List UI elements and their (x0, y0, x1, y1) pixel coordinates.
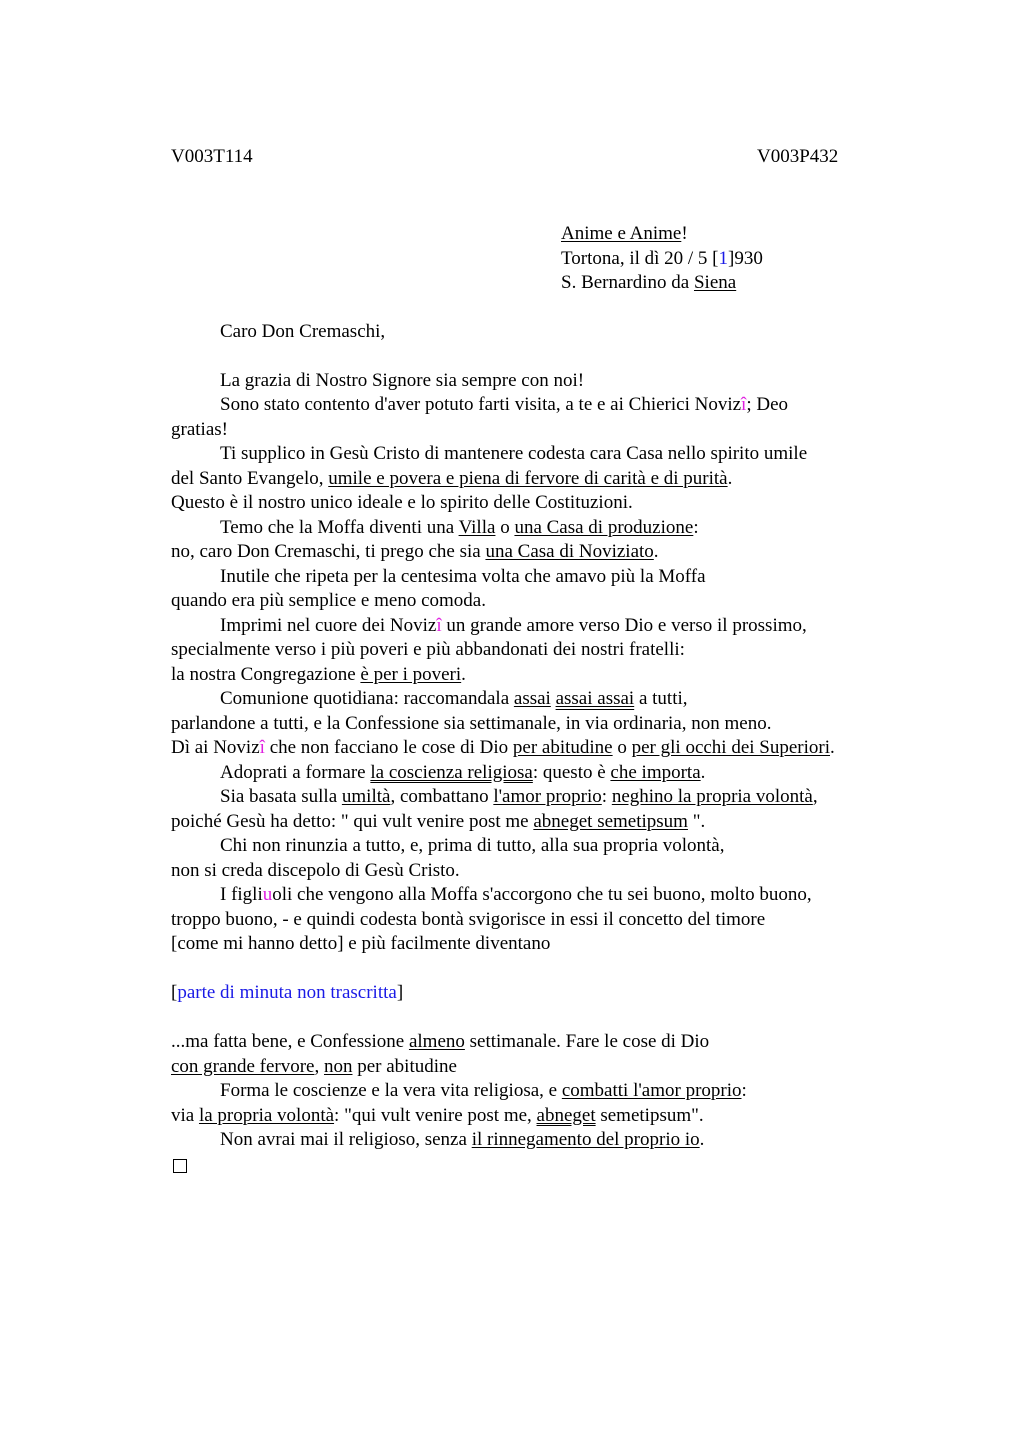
text-line: la nostra Congregazione è per i poveri. (171, 663, 466, 685)
text-line: troppo buono, - e quindi codesta bontà svigorisce in essi il concetto del timore (171, 908, 766, 930)
text-line: Questo è il nostro unico ideale e lo spirito delle Costituzioni. (171, 492, 633, 513)
document-code-left: V003T114 (171, 146, 253, 167)
empty-square-icon (173, 1159, 187, 1173)
text-line: Sia basata sulla umiltà, combattano l'amor proprio: neghino la propria volontà, (220, 786, 818, 807)
text-line: no, caro Don Cremaschi, ti prego che sia una Casa di Noviziato. (171, 541, 659, 562)
salutation: Caro Don Cremaschi, (220, 320, 386, 342)
date-line: Tortona, il dì 20 / 5 [1]930 (561, 247, 763, 269)
text-line: Adoprati a formare la coscienza religiosa: questo è che importa. (220, 761, 706, 783)
variant-mark: î (741, 394, 747, 415)
text-line: [come mi hanno detto] e più facilmente diventano (171, 933, 551, 954)
text-line: ...ma fatta bene, e Confessione almeno settimanale. Fare le cose di Dio (171, 1031, 710, 1052)
text-line: Temo che la Moffa diventi una Villa o una Casa di produzione: (220, 516, 699, 538)
text-line: Chi non rinunzia a tutto, e, prima di tutto, alla sua propria volontà, (220, 835, 725, 856)
saint-line: S. Bernardino da Siena (561, 272, 737, 293)
text-line: I figliuoli che vengono alla Moffa s'accorgono che tu sei buono, molto buono, (220, 884, 812, 905)
text-line: poiché Gesù ha detto: " qui vult venire post me abneget semetipsum ". (171, 810, 706, 832)
variant-mark: u (262, 884, 273, 905)
text-line: Comunione quotidiana: raccomandala assai assai assai a tutti, (220, 688, 688, 709)
text-line: Forma le coscienze e la vera vita religiosa, e combatti l'amor proprio: (220, 1080, 747, 1101)
text-line: non si creda discepolo di Gesù Cristo. (171, 859, 460, 881)
text-line: Dì ai Novizî che non facciano le cose di Dio per abitudine o per gli occhi dei Superiori. (171, 737, 835, 758)
letter-body (171, 320, 891, 1178)
motto-line: Anime e Anime! (561, 223, 688, 244)
letter-heading (561, 222, 891, 296)
omitted-section-note: [parte di minuta non trascritta] (171, 982, 404, 1003)
document-code-right: V003P432 (757, 146, 839, 167)
variant-mark: î (259, 737, 265, 758)
text-line: Inutile che ripeta per la centesima volta che amavo più la Moffa (220, 565, 706, 587)
editorial-digit: 1 (718, 247, 729, 269)
text-line: Imprimi nel cuore dei Novizî un grande amore verso Dio e verso il prossimo, (220, 614, 807, 636)
text-line: con grande fervore, non per abitudine (171, 1055, 457, 1077)
text-line: del Santo Evangelo, umile e povera e piena di fervore di carità e di purità. (171, 467, 733, 489)
text-line: Ti supplico in Gesù Cristo di mantenere codesta cara Casa nello spirito umile (220, 443, 808, 464)
text-line: Sono stato contento d'aver potuto farti visita, a te e ai Chierici Novizî; Deo (220, 394, 789, 415)
letter-page (171, 145, 891, 1177)
text-line: via la propria volontà: "qui vult venire post me, abneget semetipsum". (171, 1104, 704, 1126)
text-line: Non avrai mai il religioso, senza il rinnegamento del proprio io. (220, 1129, 705, 1150)
text-line: parlandone a tutti, e la Confessione sia settimanale, in via ordinaria, non meno. (171, 712, 772, 734)
end-marker (171, 1153, 891, 1178)
document-header (171, 145, 891, 169)
text-line: La grazia di Nostro Signore sia sempre con noi! (220, 369, 585, 391)
text-line: specialmente verso i più poveri e più abbandonati dei nostri fratelli: (171, 639, 685, 660)
variant-mark: î (436, 614, 442, 636)
text-line: gratias! (171, 418, 228, 440)
text-line: quando era più semplice e meno comoda. (171, 590, 486, 611)
